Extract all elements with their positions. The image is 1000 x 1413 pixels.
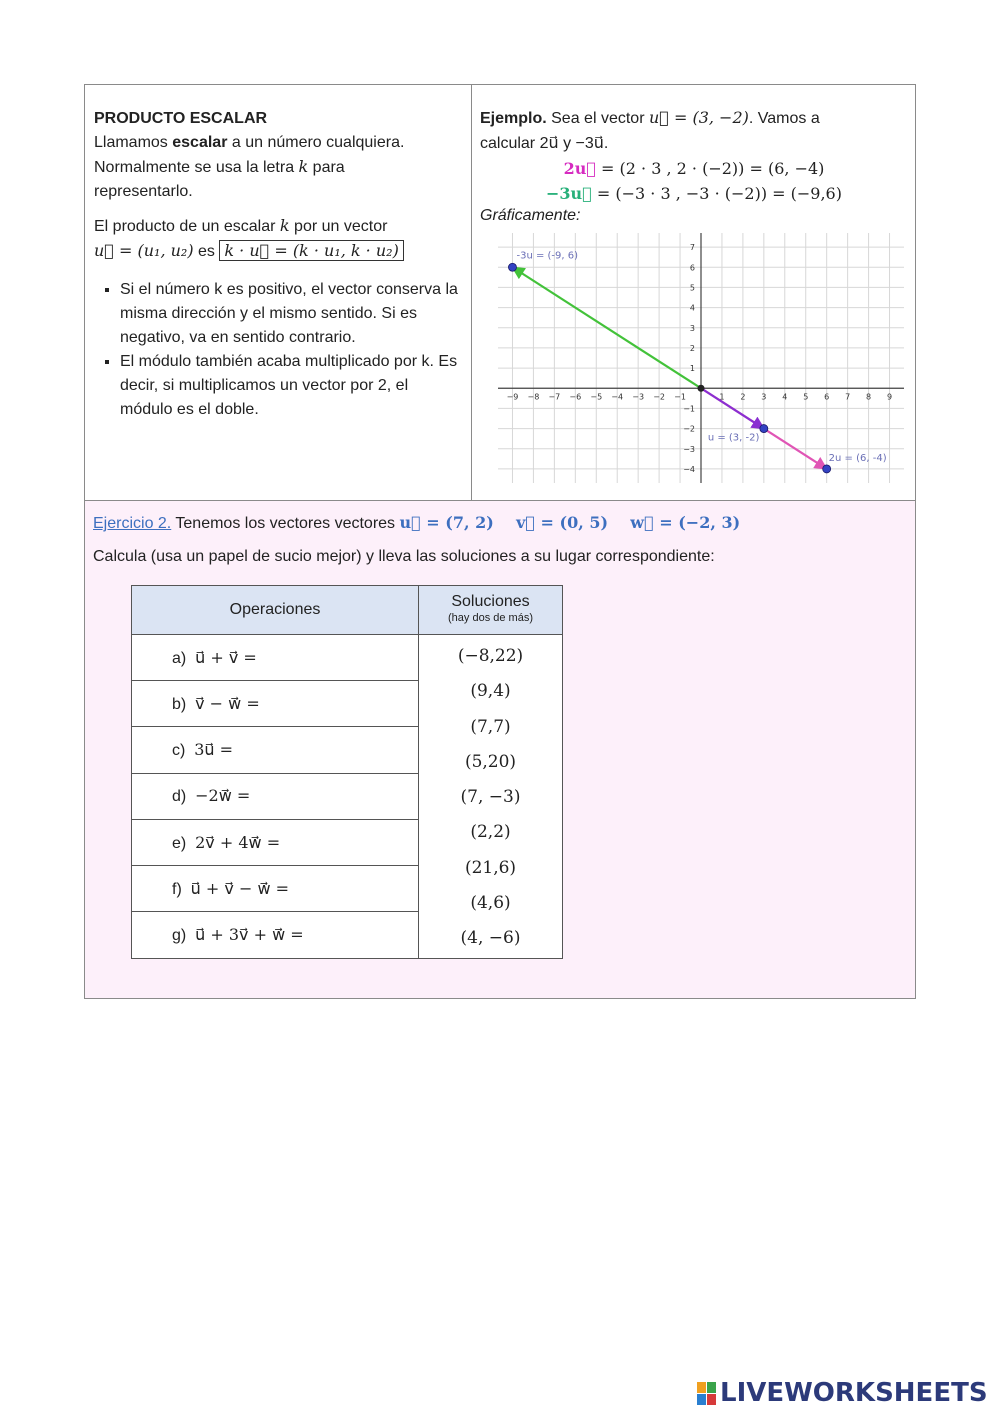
x-tick-label: −6: [569, 392, 582, 402]
label-2u: 2u = (6, -4): [828, 452, 887, 464]
exercise-panel: [85, 501, 915, 998]
x-tick-label: 7: [845, 392, 851, 402]
graph-caption: Gráficamente:: [480, 207, 581, 224]
operation-a[interactable]: a) u⃗ + v⃗ =: [132, 635, 419, 681]
x-tick-label: 9: [886, 392, 893, 402]
label-u: u = (3, -2): [707, 432, 760, 444]
x-tick-label: −9: [506, 392, 519, 402]
operation-d[interactable]: d) −2w⃗ =: [132, 773, 419, 819]
exercise-instructions: Calcula (usa un papel de sucio mejor) y lleva las soluciones a su lugar correspondiente:: [93, 548, 715, 565]
solution-chip[interactable]: (21,6): [464, 857, 517, 878]
section-title: PRODUCTO ESCALAR: [94, 110, 268, 127]
example-panel: [472, 85, 916, 501]
x-tick-label: 5: [803, 392, 809, 402]
x-tick-label: −8: [527, 392, 540, 402]
operation-f[interactable]: f) u⃗ + v⃗ − w⃗ =: [132, 866, 419, 912]
solution-chip[interactable]: (5,20): [464, 751, 517, 772]
solutions-header: Soluciones (hay dos de más): [419, 586, 563, 635]
x-tick-label: −3: [632, 392, 645, 402]
y-tick-label: 4: [689, 303, 695, 313]
x-tick-label: −4: [611, 392, 624, 402]
y-tick-label: 2: [689, 343, 695, 353]
operation-g[interactable]: g) u⃗ + 3v⃗ + w⃗ =: [132, 912, 419, 958]
solution-chip[interactable]: (4,6): [470, 893, 511, 914]
liveworksheets-logo-icon: [697, 1382, 717, 1406]
product-definition: El producto de un escalar k por un vector u⃗ = (u₁, u₂) es k · u⃗ = (k · u₁, k · u₂): [94, 214, 461, 264]
operation-e[interactable]: e) 2v⃗ + 4w⃗ =: [132, 819, 419, 865]
list-item: ▪ El módulo también acaba multiplicado por k. Es decir, si multiplicamos un vector por 2, el módulo es el doble.: [120, 350, 461, 422]
solution-chip[interactable]: (−8,22): [457, 646, 524, 666]
point-2u: [823, 465, 831, 473]
point-minus3u: [508, 263, 516, 271]
x-tick-label: 1: [719, 392, 725, 402]
x-tick-label: −5: [590, 392, 603, 402]
vector-graph: [498, 233, 904, 483]
solution-chip[interactable]: (4, −6): [460, 928, 521, 949]
properties-list: [94, 278, 461, 422]
y-tick-label: 5: [689, 283, 695, 293]
x-tick-label: −1: [674, 392, 686, 402]
y-tick-label: 1: [689, 364, 695, 374]
solution-chip[interactable]: (9,4): [470, 681, 511, 702]
x-tick-label: −7: [548, 392, 561, 402]
solution-chip[interactable]: (7,7): [470, 716, 511, 737]
y-tick-label: −4: [683, 464, 695, 474]
label-minus3u: -3u = (-9, 6): [516, 250, 579, 262]
x-tick-label: 3: [761, 392, 767, 402]
operations-table: [131, 585, 563, 959]
x-tick-label: 2: [740, 392, 746, 402]
origin-point: [698, 385, 705, 392]
y-tick-label: 7: [689, 243, 695, 253]
vector-v: v⃗ = (0, 5): [516, 513, 609, 532]
liveworksheets-logo[interactable]: LIVEWORKSHEETS: [720, 1378, 988, 1408]
product-formula: k · u⃗ = (k · u₁, k · u₂): [219, 240, 403, 261]
x-tick-label: 4: [782, 392, 788, 402]
operation-c[interactable]: c) 3u⃗ =: [132, 727, 419, 773]
example-intro: Ejemplo. Sea el vector u⃗ = (3, −2). Vamos a calcular 2u⃗ y −3u⃗.: [480, 108, 820, 152]
operations-header: Operaciones: [132, 586, 419, 635]
x-tick-label: −2: [653, 392, 666, 402]
theory-panel: [85, 85, 472, 501]
intro-paragraph: Llamamos escalar a un número cualquiera. Normalmente se usa la letra k para representarlo.: [94, 134, 405, 200]
y-tick-label: −1: [683, 404, 695, 414]
worksheet-frame: [84, 84, 916, 999]
calc-minus3u: −3u⃗ = (−3 · 3 , −3 · (−2)) = (−9,6): [546, 184, 842, 203]
calc-2u: 2u⃗ = (2 · 3 , 2 · (−2)) = (6, −4): [563, 159, 825, 178]
exercise-statement: Ejercicio 2. Tenemos los vectores vectores u⃗ = (7, 2) v⃗ = (0, 5) w⃗ = (−2, 3): [93, 513, 741, 532]
x-tick-label: 6: [824, 392, 830, 402]
y-tick-label: −2: [683, 424, 695, 434]
list-item: ▪ Si el número k es positivo, el vector conserva la misma dirección y el mismo sentido. Si es negativo, va en sentido contrario.: [120, 278, 461, 350]
solution-chip[interactable]: (7, −3): [460, 787, 521, 808]
solution-chip[interactable]: (2,2): [470, 822, 511, 843]
y-tick-label: 6: [689, 263, 695, 273]
exercise-title: Ejercicio 2.: [93, 515, 172, 532]
vector-w: w⃗ = (−2, 3): [630, 513, 741, 532]
y-tick-label: −3: [683, 444, 695, 454]
vector-u: u⃗ = (7, 2): [399, 513, 494, 532]
y-tick-label: 3: [689, 323, 695, 333]
x-tick-label: 8: [866, 392, 872, 402]
solutions-bank: [419, 635, 563, 959]
operation-b[interactable]: b) v⃗ − w⃗ =: [132, 681, 419, 727]
point-u: [760, 425, 768, 433]
